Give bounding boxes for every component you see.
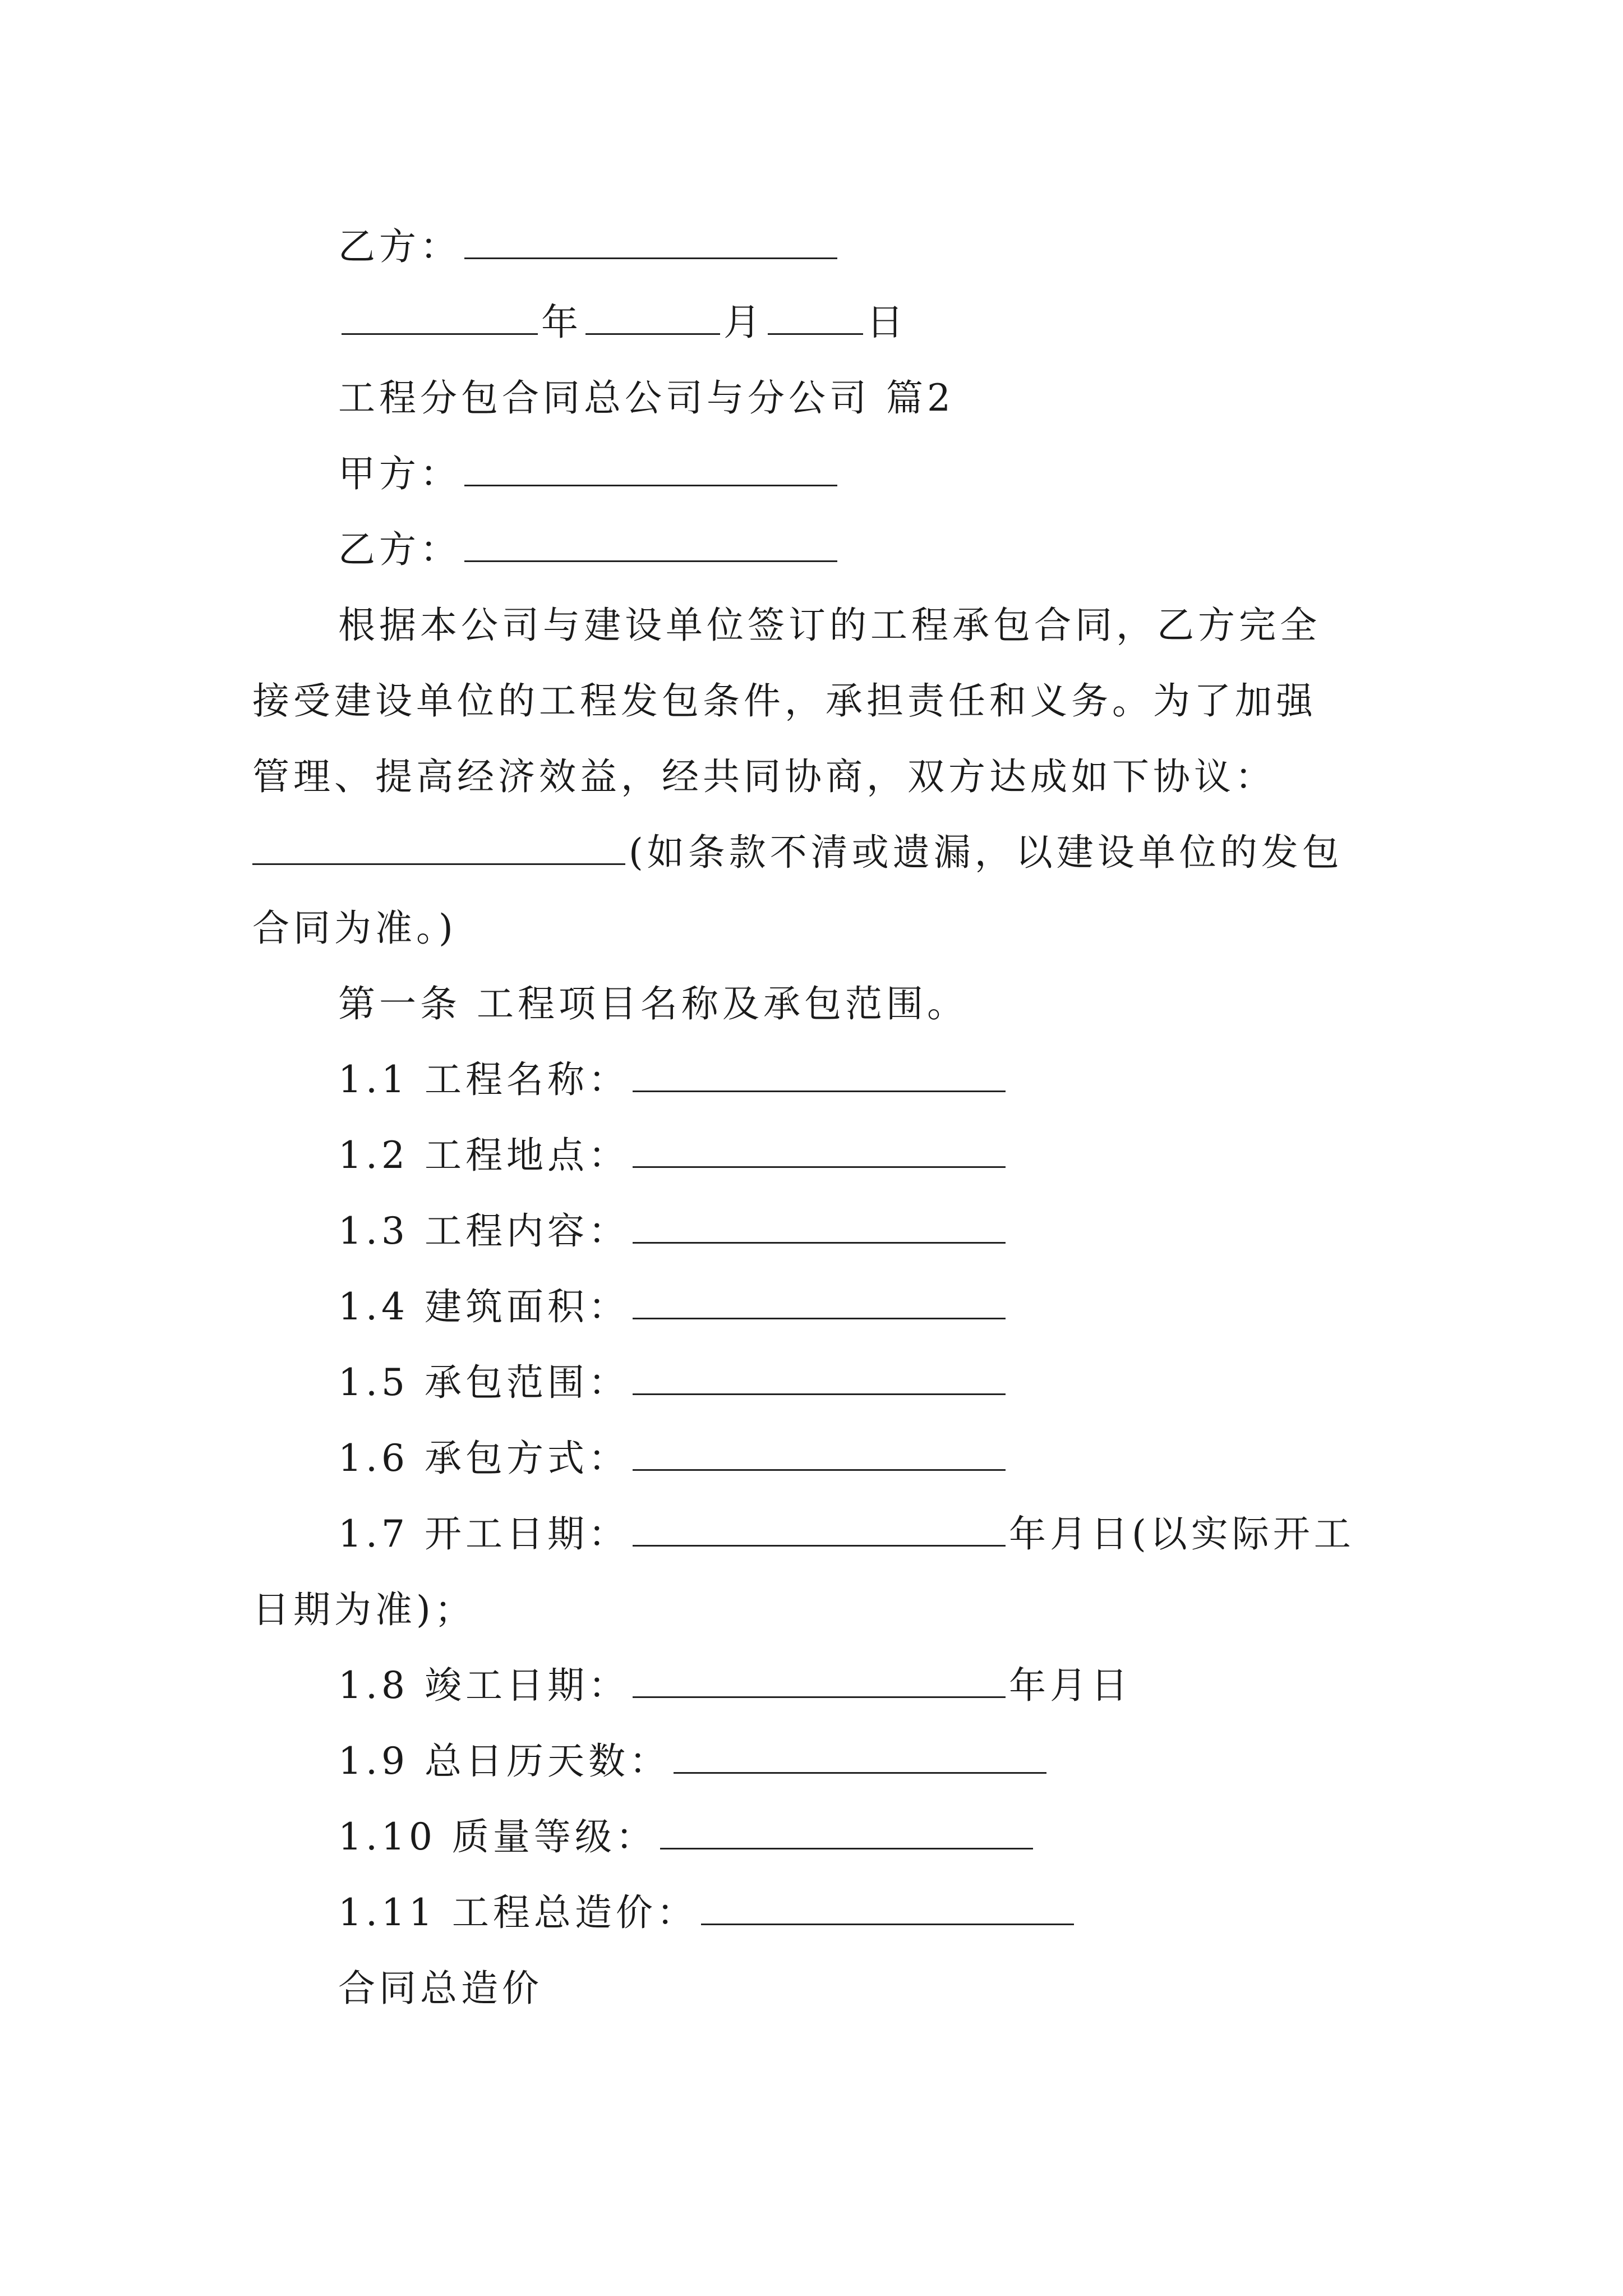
item-1-5: [338, 1358, 1009, 1408]
paragraph-line-4-text: (如条款不清或遗漏，以建设单位的发包: [629, 831, 1343, 874]
item-1-7-continuation: 日期为准)；: [252, 1588, 476, 1631]
item-1-11: [338, 1888, 1077, 1938]
month-blank: [585, 298, 720, 335]
contract-total-price: 合同总造价: [338, 1967, 543, 2010]
item-1-3-blank: [633, 1207, 1006, 1244]
party-b-signature-line: [338, 222, 841, 272]
item-1-6-label: 1.6 承包方式：: [338, 1437, 629, 1480]
item-1-7-label: 1.7 开工日期：: [338, 1512, 629, 1556]
party-a-blank: [464, 449, 837, 486]
paragraph-line-4: [252, 827, 1343, 878]
item-1-5-blank: [633, 1358, 1006, 1395]
party-b-label: 乙方：: [338, 225, 461, 268]
item-1-10-label: 1.10 质量等级：: [338, 1815, 657, 1858]
party-a-line: [338, 449, 841, 499]
item-1-9-blank: [674, 1737, 1046, 1774]
item-1-2-blank: [633, 1131, 1006, 1168]
date-line: [338, 297, 907, 348]
agreement-blank: [252, 828, 625, 865]
party-b-line: [338, 524, 841, 575]
item-1-7: [338, 1509, 1355, 1559]
item-1-1-blank: [633, 1055, 1006, 1092]
item-1-8-label: 1.8 竣工日期：: [338, 1664, 629, 1707]
party-a-label: 甲方：: [338, 452, 461, 495]
item-1-3: [338, 1206, 1009, 1257]
item-1-10-blank: [660, 1812, 1033, 1849]
year-blank: [342, 298, 538, 335]
item-1-8-suffix: 年月日: [1008, 1664, 1132, 1707]
item-1-11-blank: [701, 1888, 1074, 1925]
item-1-5-label: 1.5 承包范围：: [338, 1361, 629, 1404]
item-1-4-label: 1.4 建筑面积：: [338, 1285, 629, 1328]
section-title: 工程分包合同总公司与分公司 篇2: [338, 376, 955, 420]
item-1-1: [338, 1055, 1009, 1105]
party-b-blank: [464, 222, 837, 259]
item-1-6-blank: [633, 1434, 1006, 1471]
item-1-8-blank: [633, 1661, 1006, 1698]
day-blank: [768, 298, 863, 335]
paragraph-line-2: 接受建设单位的工程发包条件，承担责任和义务。为了加强: [252, 679, 1317, 723]
item-1-9: [338, 1736, 1050, 1787]
item-1-4-blank: [633, 1282, 1006, 1319]
day-label: 日: [866, 301, 907, 344]
item-1-11-label: 1.11 工程总造价：: [338, 1891, 698, 1934]
paragraph-line-5: 合同为准。): [252, 907, 457, 950]
item-1-7-blank: [633, 1510, 1006, 1547]
paragraph-line-1: 根据本公司与建设单位签订的工程承包合同，乙方完全: [338, 604, 1321, 647]
item-1-4: [338, 1282, 1009, 1332]
item-1-6: [338, 1433, 1009, 1484]
item-1-3-label: 1.3 工程内容：: [338, 1209, 629, 1253]
party-b-label-2: 乙方：: [338, 528, 461, 571]
month-label: 月: [723, 301, 764, 344]
item-1-2: [338, 1130, 1009, 1181]
item-1-1-label: 1.1 工程名称：: [338, 1058, 629, 1101]
article-1-title: 第一条 工程项目名称及承包范围。: [338, 982, 968, 1025]
item-1-8: [338, 1660, 1132, 1711]
item-1-10: [338, 1812, 1036, 1862]
item-1-2-label: 1.2 工程地点：: [338, 1134, 629, 1177]
item-1-9-label: 1.9 总日历天数：: [338, 1740, 670, 1783]
item-1-7-suffix: 年月日(以实际开工: [1008, 1512, 1355, 1556]
paragraph-line-3: 管理、提高经济效益，经共同协商，双方达成如下协议：: [252, 755, 1276, 798]
party-b-blank-2: [464, 525, 837, 562]
year-label: 年: [541, 301, 582, 344]
